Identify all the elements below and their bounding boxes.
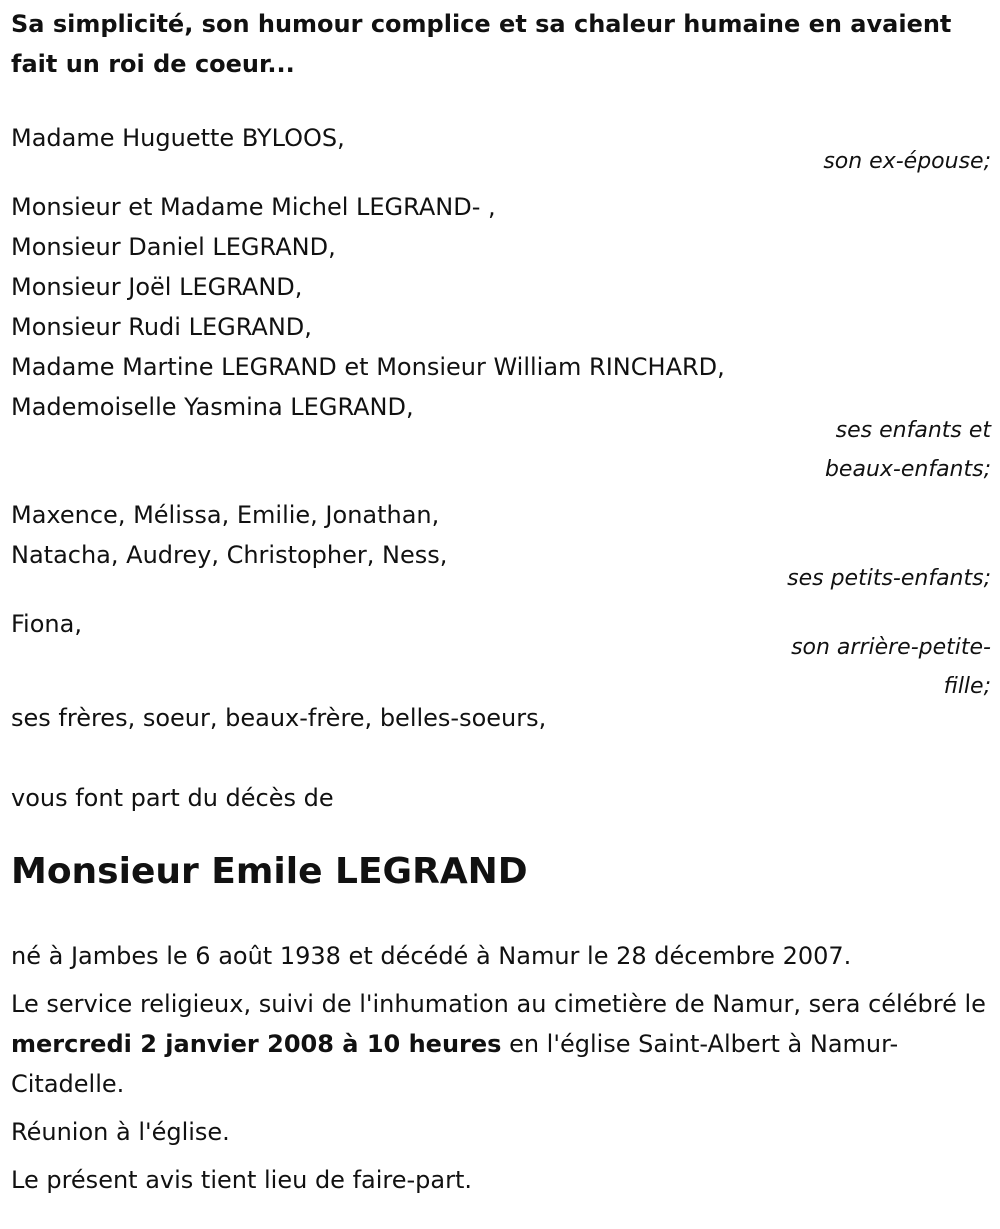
family-name-line: Mademoiselle Yasmina LEGRAND, — [11, 393, 414, 421]
family-name-line: Monsieur Rudi LEGRAND, — [11, 313, 312, 341]
relation-line: son ex-épouse; — [823, 149, 991, 174]
service-date: mercredi 2 janvier 2008 à 10 heures — [11, 1030, 502, 1058]
service-text-after: en l'église Saint-Albert à Namur-Citadelle. — [11, 1030, 899, 1098]
obituary-notice — [11, 0, 991, 1208]
family-group-children — [11, 187, 991, 489]
family-name-line: Monsieur Joël LEGRAND, — [11, 273, 303, 301]
relation-line: fille; — [943, 674, 991, 699]
family-name-line: Madame Martine LEGRAND et Monsieur William RINCHARD, — [11, 353, 725, 381]
meeting-line: Réunion à l'église. — [11, 1118, 230, 1146]
family-group-great-granddaughter — [11, 604, 991, 706]
relation-line: ses enfants et — [835, 418, 991, 443]
deceased-name: Monsieur Emile LEGRAND — [11, 851, 528, 892]
relation-line: beaux-enfants; — [824, 457, 991, 482]
relation-line: son arrière-petite- — [791, 635, 991, 660]
family-name-line: Maxence, Mélissa, Emilie, Jonathan, — [11, 501, 440, 529]
siblings-line: ses frères, soeur, beaux-frère, belles-soeurs, — [11, 704, 547, 732]
service-paragraph — [11, 984, 991, 1104]
notice-line: Le présent avis tient lieu de faire-part. — [11, 1166, 473, 1194]
family-name-line: Natacha, Audrey, Christopher, Ness, — [11, 541, 448, 569]
family-name-line: Madame Huguette BYLOOS, — [11, 124, 345, 152]
birth-death-line: né à Jambes le 6 août 1938 et décédé à Namur le 28 décembre 2007. — [11, 942, 852, 970]
family-name-line: Fiona, — [11, 610, 82, 638]
intro-quote: Sa simplicité, son humour complice et sa chaleur humaine en avaient fait un roi de coeur... — [11, 10, 952, 78]
relation-line: ses petits-enfants; — [787, 566, 991, 591]
announcement-line: vous font part du décès de — [11, 784, 334, 812]
family-group-ex-spouse — [11, 118, 991, 181]
family-name-line: Monsieur et Madame Michel LEGRAND- , — [11, 193, 496, 221]
family-group-grandchildren — [11, 495, 991, 598]
relation-label — [11, 628, 991, 706]
family-name-line: Monsieur Daniel LEGRAND, — [11, 233, 336, 261]
service-text-before: Le service religieux, suivi de l'inhumation au cimetière de Namur, sera célébré le — [11, 990, 986, 1018]
